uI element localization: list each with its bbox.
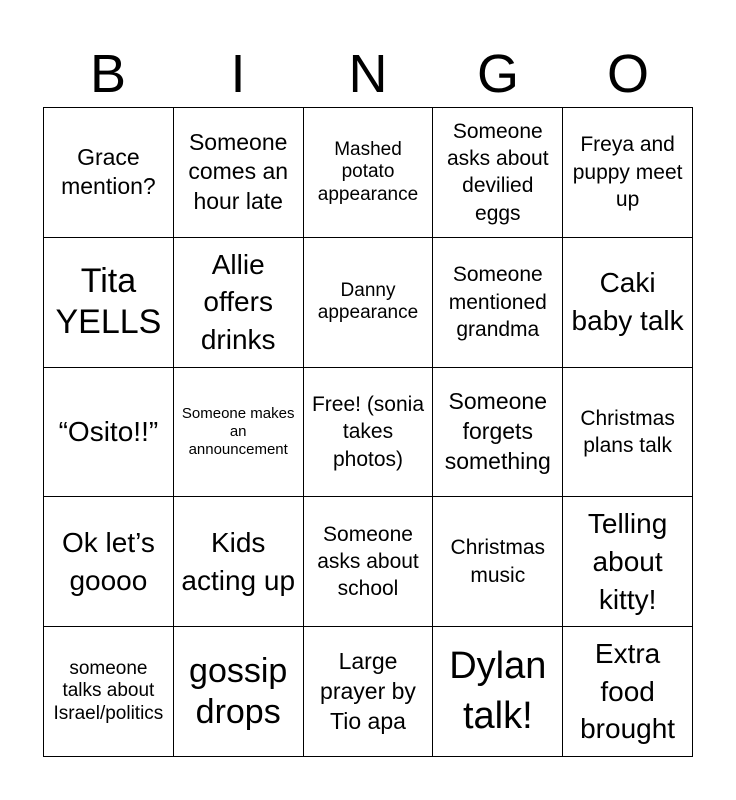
bingo-header xyxy=(43,40,693,108)
bingo-cell-r1c3[interactable]: Mashed potato appearance xyxy=(304,108,434,238)
bingo-cell-r4c4[interactable]: Christmas music xyxy=(433,497,563,627)
bingo-cell-r1c4[interactable]: Someone asks about devilied eggs xyxy=(433,108,563,238)
bingo-cell-r5c4[interactable]: Dylan talk! xyxy=(433,627,563,757)
header-letter-i: I xyxy=(230,44,246,104)
bingo-cell-r2c1[interactable]: Tita YELLS xyxy=(44,238,174,368)
header-letter-o: O xyxy=(606,44,649,104)
bingo-cell-r4c2[interactable]: Kids acting up xyxy=(174,497,304,627)
header-letter-g: G xyxy=(476,44,519,104)
bingo-cell-r3c3-free[interactable]: Free! (sonia takes photos) xyxy=(304,368,434,498)
bingo-cell-r3c1[interactable]: “Osito!!” xyxy=(44,368,174,498)
bingo-card-grid xyxy=(43,107,693,757)
bingo-cell-r1c5[interactable]: Freya and puppy meet up xyxy=(563,108,693,238)
header-letter-n: N xyxy=(348,44,388,104)
bingo-cell-r2c2[interactable]: Allie offers drinks xyxy=(174,238,304,368)
bingo-cell-r5c3[interactable]: Large prayer by Tio apa xyxy=(304,627,434,757)
bingo-cell-r1c2[interactable]: Someone comes an hour late xyxy=(174,108,304,238)
bingo-cell-r2c3[interactable]: Danny appearance xyxy=(304,238,434,368)
bingo-cell-r3c5[interactable]: Christmas plans talk xyxy=(563,368,693,498)
bingo-cell-r5c1[interactable]: someone talks about Israel/politics xyxy=(44,627,174,757)
bingo-cell-r2c4[interactable]: Someone mentioned grandma xyxy=(433,238,563,368)
bingo-cell-r4c1[interactable]: Ok let’s goooo xyxy=(44,497,174,627)
bingo-cell-r5c2[interactable]: gossip drops xyxy=(174,627,304,757)
bingo-cell-r3c2[interactable]: Someone makes an announcement xyxy=(174,368,304,498)
bingo-cell-r4c3[interactable]: Someone asks about school xyxy=(304,497,434,627)
header-letter-b: B xyxy=(89,44,127,104)
bingo-cell-r4c5[interactable]: Telling about kitty! xyxy=(563,497,693,627)
bingo-cell-r3c4[interactable]: Someone forgets something xyxy=(433,368,563,498)
bingo-cell-r2c5[interactable]: Caki baby talk xyxy=(563,238,693,368)
bingo-cell-r5c5[interactable]: Extra food brought xyxy=(563,627,693,757)
bingo-cell-r1c1[interactable]: Grace mention? xyxy=(44,108,174,238)
